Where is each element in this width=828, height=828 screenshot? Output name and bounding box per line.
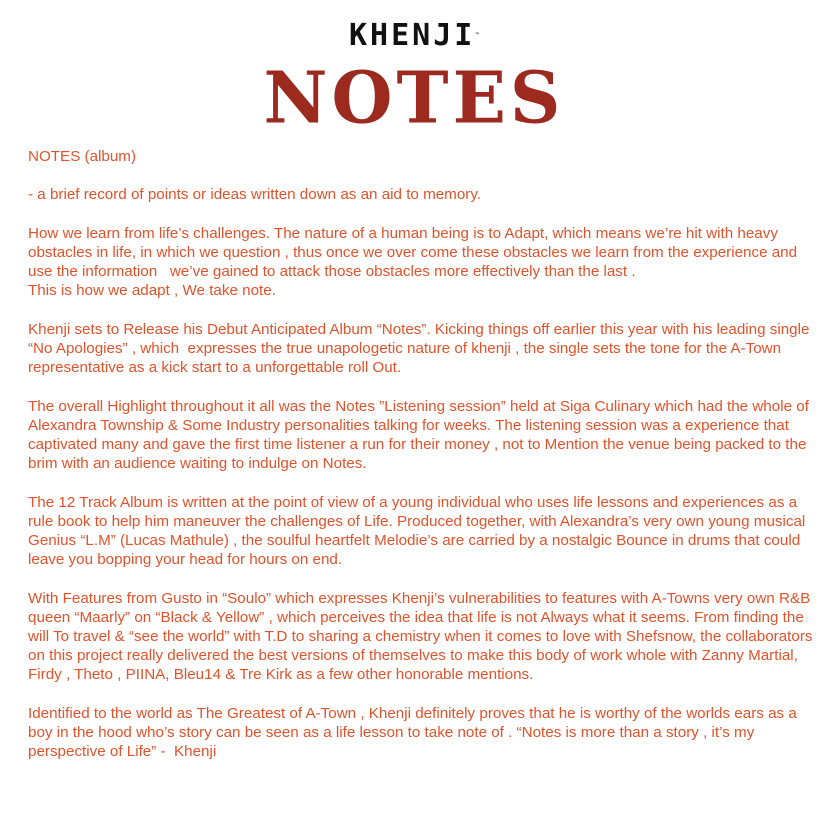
artist-name: KHENJI: [349, 18, 476, 53]
paragraph-features: With Features from Gusto in “Soulo” which expresses Khenji’s vulnerabilities to features with A-Towns very own R&B queen “Maarly” on “Black & Yellow” , which perceives the idea that life is not Always what it seems. From finding the will To travel & “see the world” with T.D to sharing a chemistry when it comes to love with Shefsnow, the collaborators on this project really delivered the best versions of themselves to make this body of work whole with Zanny Martial, Firdy , Theto , PIINA, Bleu14 & Tre Kirk as a few other honorable mentions.: [28, 589, 817, 684]
album-title-logo: NOTES: [263, 55, 565, 140]
paragraph-track-album: The 12 Track Album is written at the point of view of a young individual who uses life lessons and experiences as a rule book to help him maneuver the challenges of Life. Produced together, with Alexandra’s very own young musical Genius “L.M” (Lucas Mathule) , the soulful heartfelt Melodie’s are carried by a nostalgic Bounce in drums that could leave you bopping your head for hours on end.: [28, 493, 810, 569]
trademark-symbol: ™: [475, 32, 479, 39]
paragraph-adapt: How we learn from life’s challenges. The nature of a human being is to Adapt, which means we’re hit with heavy obstacles in life, in which we question , thus once we over come these obstacles we learn from the experience and use the information we’ve gained to attack those obstacles more effectively than the last . This is how we adapt , We take note.: [28, 224, 798, 300]
album-description: [28, 147, 818, 761]
paragraph-listening-session: The overall Highlight throughout it all was the Notes ”Listening session” held at Siga Culinary which had the whole of Alexandra Township & Some Industry personalities talking for weeks. The listening session was a experience that captivated many and gave the first time listener a run for their money , not to Mention the venue being packed to the brim with an audience waiting to indulge on Notes.: [28, 397, 813, 473]
definition-text: - a brief record of points or ideas written down as an aid to memory.: [28, 186, 482, 204]
artist-logo: [0, 14, 828, 58]
album-heading: NOTES (album): [28, 148, 137, 165]
paragraph-release: Khenji sets to Release his Debut Anticipated Album “Notes”. Kicking things off earlier this year with his leading single “No Apologies” , which expresses the true unapologetic nature of khenji , the single sets the tone for the A-Town representative as a kick start to a unforgettable roll Out.: [28, 320, 814, 377]
paragraph-closing-quote: Identified to the world as The Greatest of A-Town , Khenji definitely proves that he is worthy of the worlds ears as a boy in the hood who’s story can be seen as a life lesson to take note of . “Notes is more than a story , it’s my perspective of Life” - Khenji: [28, 704, 802, 761]
